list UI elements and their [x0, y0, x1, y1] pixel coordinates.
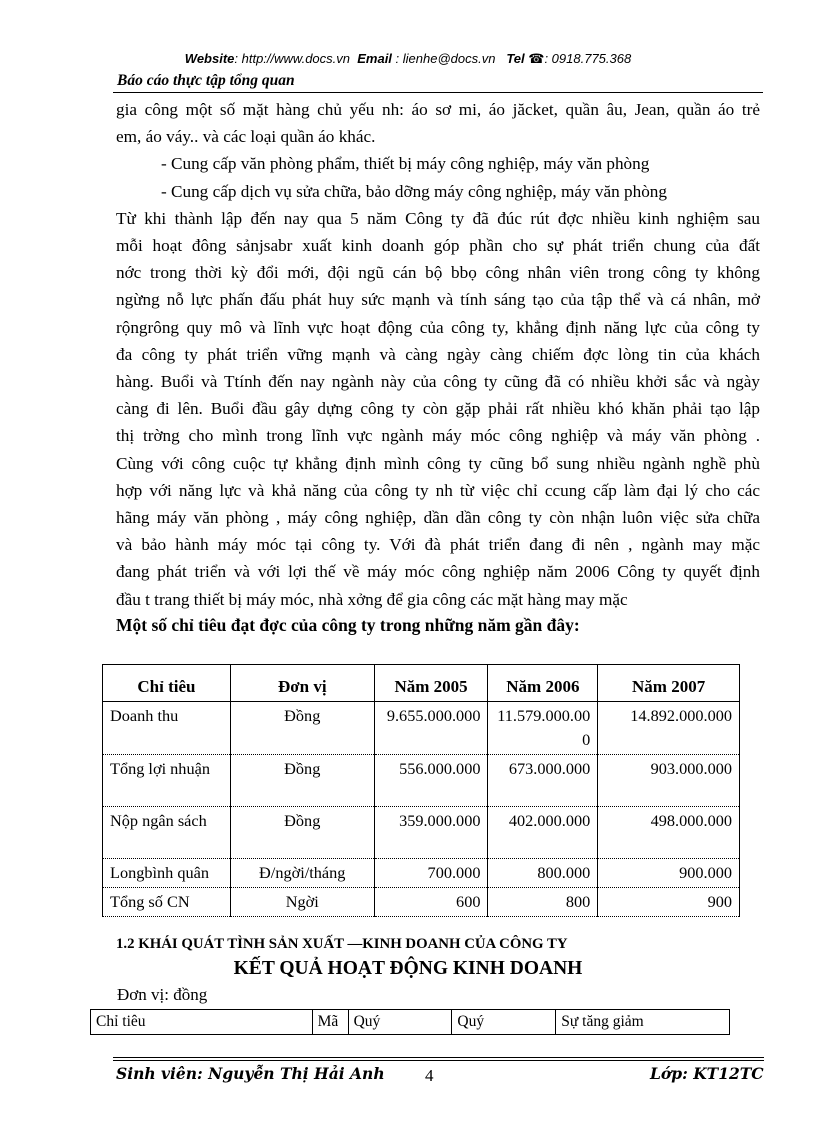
table-header-row [103, 665, 740, 702]
body-line: Từ khi thành lập đến nay qua 5 năm Công ty đã đúc rút đợc nhiều kinh nghiệm sau [116, 208, 760, 228]
column-header: Năm 2007 [598, 665, 740, 702]
table-cell: 600 [374, 888, 488, 917]
body-line: càng đi lên. Buổi đầu gây dựng công ty còn gặp phải rất nhiều khó khăn phải tạo lập [116, 399, 760, 419]
table-cell: 402.000.000 [488, 807, 598, 859]
table-row [103, 702, 740, 755]
body-line: nớc trong thời kỳ đổi mới, đội ngũ cán bộ bbọ công nhân viên trong công ty không [116, 263, 760, 283]
column-header: Quý [452, 1010, 556, 1035]
table-cell: Doanh thu [103, 702, 231, 755]
footer-student: Sinh viên: Nguyễn Thị Hải Anh [116, 1064, 385, 1083]
document-title: Báo cáo thực tập tổng quan [117, 72, 295, 89]
table-row [103, 807, 740, 859]
footer-divider [113, 1057, 764, 1058]
unit-label: Đơn vị: đồng [117, 985, 208, 1004]
body-line: rộngrông quy mô và lĩnh vực hoạt động của công ty, khẳng định năng lực của công ty [116, 317, 760, 337]
body-line: Cùng với công cuộc tự khẳng định mình công ty cũng bổ sung nhiều ngành nghề phù [116, 453, 760, 473]
report-table [90, 1009, 730, 1035]
table-cell: Nộp ngân sách [103, 807, 231, 859]
column-header: Chỉ tiêu [103, 665, 231, 702]
table-cell: Ngời [230, 888, 374, 917]
body-line: ngừng nỗ lực phấn đấu phát huy sức mạnh và tính sáng tạo của tập thể và cá nhân, mở [116, 290, 760, 310]
body-line: thị trờng cho mình trong lĩnh vực ngành máy móc công nghiệp và máy văn phòng . [116, 426, 760, 446]
body-text [116, 96, 760, 613]
table-row [103, 755, 740, 807]
subsection-heading: 1.2 KHÁI QUÁT TÌNH SẢN XUẤT —KINH DOANH CỦA CÔNG TY [116, 936, 568, 952]
column-header: Năm 2005 [374, 665, 488, 702]
table-cell: Longbình quân [103, 859, 231, 888]
bullet-item: - Cung cấp dịch vụ sửa chữa, bảo dỡng máy công nghiệp, máy văn phòng [161, 181, 667, 201]
column-header: Năm 2006 [488, 665, 598, 702]
email-label: Email [357, 51, 392, 66]
table-cell: 9.655.000.000 [374, 702, 488, 755]
table-cell: 700.000 [374, 859, 488, 888]
body-line: hãng máy văn phòng , máy công nghiệp, dần dần công ty còn nhận luôn việc sửa chữa [116, 508, 760, 528]
body-line: hợp với năng lực và khả năng của công ty nh từ việc chỉ ccung cấp làm đại lý cho các [116, 480, 760, 500]
body-line: mỗi hoạt đông sảnjsabr xuất kinh doanh góp phần cho sự phát triển chung của đất [116, 236, 760, 256]
table-cell: Đồng [230, 807, 374, 859]
column-header: Sự tăng giảm [556, 1010, 730, 1035]
table-cell: 498.000.000 [598, 807, 740, 859]
website-value: : http://www.docs.vn [234, 51, 350, 66]
body-line: gia công một số mặt hàng chủ yếu nh: áo sơ mi, áo jăcket, quần âu, Jean, quần áo trẻ [116, 100, 760, 119]
column-header: Quý [348, 1010, 452, 1035]
table-cell: 900.000 [598, 859, 740, 888]
report-title: KẾT QUẢ HOẠT ĐỘNG KINH DOANH [233, 958, 583, 979]
body-line: đầu t trang thiết bị máy móc, nhà xởng để gia công các mặt hàng may mặc [116, 589, 628, 609]
body-line: em, áo váy.. và các loại quần áo khác. [116, 127, 376, 147]
table-cell: Tổng số CN [103, 888, 231, 917]
table-cell: 11.579.000.000 [488, 702, 598, 755]
page-header-contact [0, 51, 816, 67]
table-cell: 800 [488, 888, 598, 917]
stats-table [102, 664, 740, 917]
phone-icon: ☎ [528, 51, 545, 66]
table-cell: Đ/ngời/tháng [230, 859, 374, 888]
body-line: đang phát triển và với lợi thế về máy móc công nghiệp năm 2006 Công ty quyết định [116, 562, 760, 582]
footer-class: Lớp: KT12TC [650, 1064, 764, 1083]
table-header-row [91, 1010, 730, 1035]
table-cell: Đồng [230, 702, 374, 755]
column-header: Chỉ tiêu [91, 1010, 313, 1035]
page-number: 4 [425, 1066, 434, 1085]
table-cell: Đồng [230, 755, 374, 807]
table-cell: Tổng lợi nhuận [103, 755, 231, 807]
table-cell: 800.000 [488, 859, 598, 888]
table-cell: 14.892.000.000 [598, 702, 740, 755]
table-row [103, 888, 740, 917]
table-cell: 673.000.000 [488, 755, 598, 807]
body-line: đa công ty phát triển vững mạnh và càng ngày càng chiếm đợc lòng tin của khách [116, 344, 760, 364]
header-divider [113, 92, 763, 93]
table-cell: 903.000.000 [598, 755, 740, 807]
table-row [103, 859, 740, 888]
email-value: : lienhe@docs.vn [395, 51, 496, 66]
table-cell: 359.000.000 [374, 807, 488, 859]
table-cell: 900 [598, 888, 740, 917]
column-header: Đơn vị [230, 665, 374, 702]
body-line: và bảo hành máy móc tại công ty. Với đà phát triển đang đi nên , ngành may mặc [116, 535, 760, 555]
section-heading: Một số chỉ tiêu đạt đợc của công ty trong những năm gần đây: [116, 615, 580, 635]
tel-label: Tel [506, 51, 525, 66]
body-line: hàng. Buổi và Ttính đến nay ngành này của công ty cũng đã có nhiều khởi sắc và ngày [116, 372, 760, 392]
footer-divider [113, 1060, 764, 1061]
website-label: Website [184, 51, 235, 66]
bullet-item: - Cung cấp văn phòng phẩm, thiết bị máy công nghiệp, máy văn phòng [161, 154, 650, 174]
tel-value: : 0918.775.368 [544, 51, 632, 66]
table-cell: 556.000.000 [374, 755, 488, 807]
column-header: Mã [312, 1010, 348, 1035]
